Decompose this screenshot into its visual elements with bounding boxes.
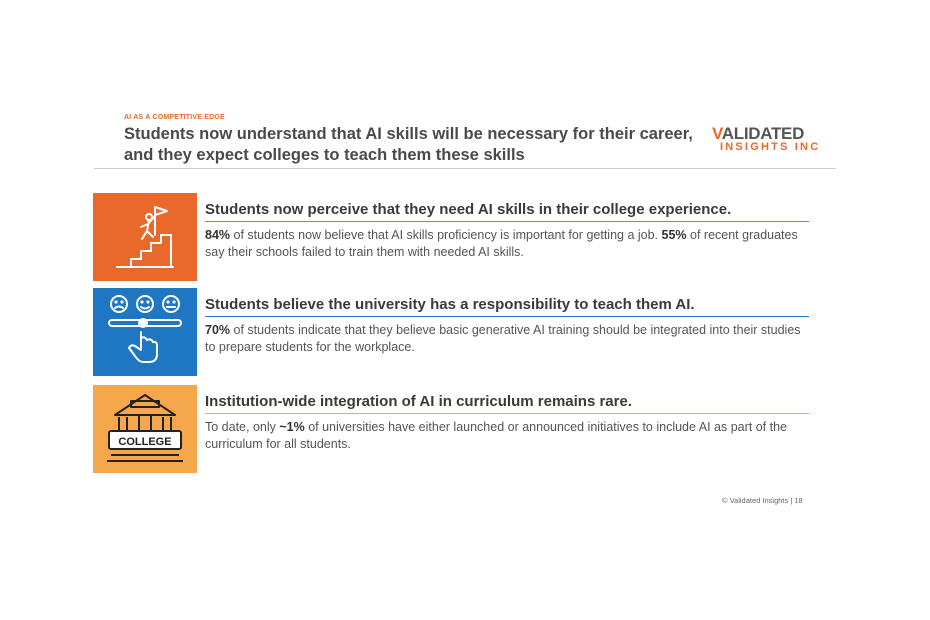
header-divider: [94, 168, 836, 169]
eyebrow-label: AI AS A COMPETITIVE EDGE: [124, 114, 225, 121]
row-title: Students believe the university has a responsibility to teach them AI.: [205, 296, 695, 313]
college-building-icon: [93, 385, 197, 473]
row-divider: [205, 316, 809, 317]
row-divider: [205, 413, 809, 414]
footer-credit: © Validated Insights | 18: [722, 496, 803, 505]
stat-value: 55%: [661, 228, 687, 242]
row-body: 84% of students now believe that AI skills proficiency is important for getting a job. 55% of recent graduates say their schools failed to train them with needed AI skills.: [205, 228, 798, 259]
feedback-faces-slider-icon: [93, 288, 197, 376]
slide-title: Students now understand that AI skills will be necessary for their career, and they expect colleges to teach them these skills: [124, 125, 693, 164]
row-title: Students now perceive that they need AI skills in their college experience.: [205, 201, 732, 218]
stat-value: 70%: [205, 323, 231, 337]
row-title: Institution-wide integration of AI in curriculum remains rare.: [205, 393, 632, 410]
stat-value: 84%: [205, 228, 231, 242]
row-divider: [205, 221, 809, 222]
college-icon-label: COLLEGE: [118, 436, 172, 448]
climber-stairs-flag-icon: [93, 193, 197, 281]
row-body: To date, only ~1% of universities have either launched or announced initiatives to include AI as part of the curriculum for all students.: [205, 420, 787, 451]
validated-insights-logo: VALIDATED INSIGHTS INC: [712, 124, 821, 153]
row-body: 70% of students indicate that they believe basic generative AI training should be integrated into their studies to prepare students for the workplace.: [205, 323, 801, 354]
stat-value: ~1%: [279, 420, 305, 434]
